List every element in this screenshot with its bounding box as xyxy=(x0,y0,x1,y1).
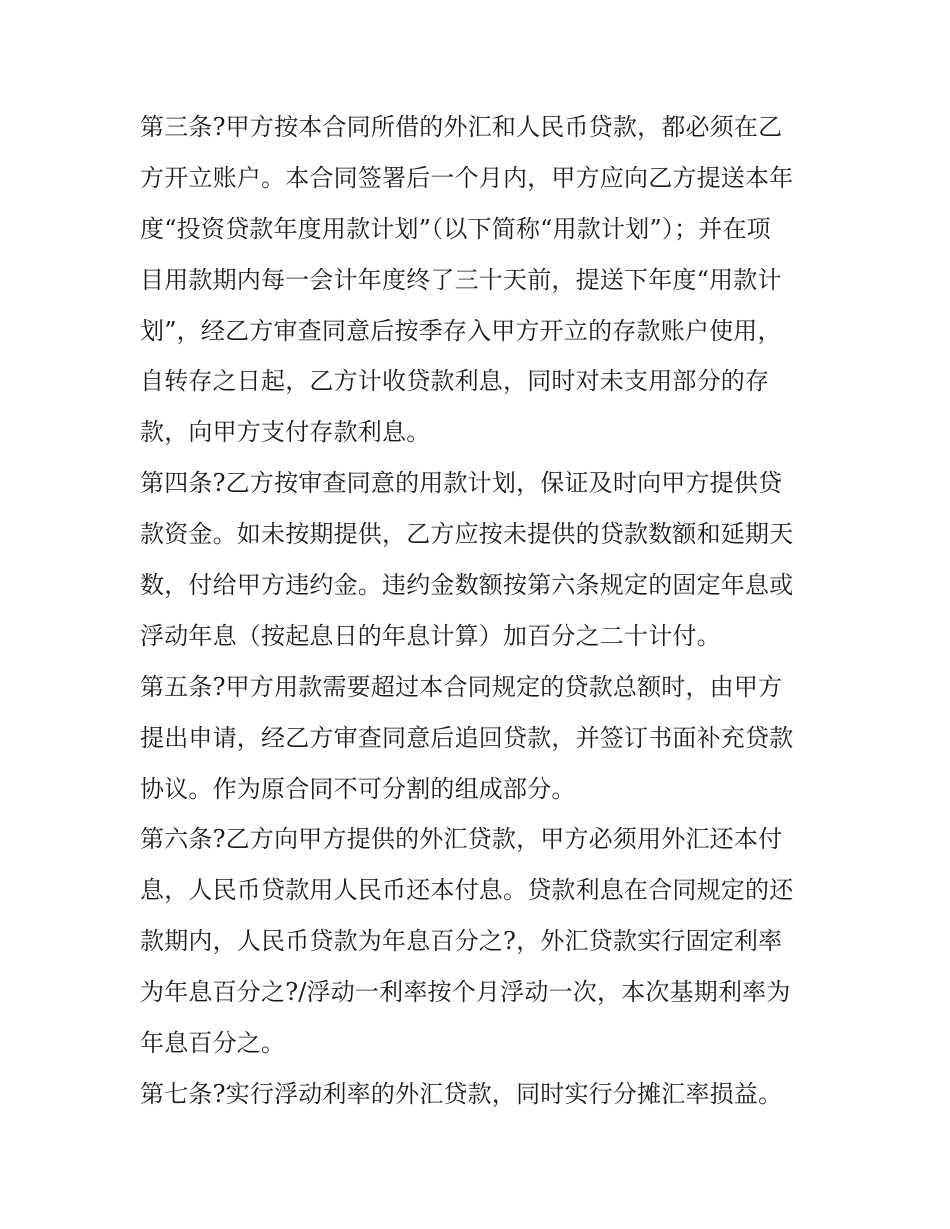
text-line: 目用款期内每一会计年度终了三十天前，提送下年度“用款计 xyxy=(140,265,782,294)
text-line: 划”，经乙方审查同意后按季存入甲方开立的存款账户使用， xyxy=(140,316,782,345)
text-line: 第五条?甲方用款需要超过本合同规定的贷款总额时，由甲方 xyxy=(140,672,783,701)
text-line: 协议。作为原合同不可分割的组成部分。 xyxy=(140,774,576,803)
text-line: 为年息百分之?/浮动一利率按个月浮动一次，本次基期利率为 xyxy=(140,978,791,1007)
text-line: 提出申请，经乙方审查同意后追回贷款，并签订书面补充贷款 xyxy=(140,723,794,752)
text-line: 自转存之日起，乙方计收贷款利息，同时对未支用部分的存 xyxy=(140,367,770,396)
text-line: 年息百分之。 xyxy=(140,1029,286,1058)
text-line: 第三条?甲方按本合同所借的外汇和人民币贷款，都必须在乙 xyxy=(140,113,783,141)
text-line: 第七条?实行浮动利率的外汇贷款，同时实行分摊汇率损益。 xyxy=(140,1079,783,1108)
text-line: 息，人民币贷款用人民币还本付息。贷款利息在合同规定的还 xyxy=(140,876,794,905)
text-line: 度“投资贷款年度用款计划”（以下简称“用款计划”）；并在项 xyxy=(140,214,771,243)
text-line: 款期内，人民币贷款为年息百分之?，外汇贷款实行固定利率 xyxy=(140,927,783,956)
text-line: 方开立账户。本合同签署后一个月内，甲方应向乙方提送本年 xyxy=(140,163,794,192)
text-line: 款，向甲方支付存款利息。 xyxy=(140,418,431,447)
document-body xyxy=(140,102,820,1120)
text-line: 数，付给甲方违约金。违约金数额按第六条规定的固定年息或 xyxy=(140,571,794,600)
text-line: 第四条?乙方按审查同意的用款计划，保证及时向甲方提供贷 xyxy=(140,469,783,498)
text-line: 款资金。如未按期提供，乙方应按未提供的贷款数额和延期天 xyxy=(140,520,794,549)
text-line: 第六条?乙方向甲方提供的外汇贷款，甲方必须用外汇还本付 xyxy=(140,825,783,854)
text-line: 浮动年息（按起息日的年息计算）加百分之二十计付。 xyxy=(140,621,721,650)
